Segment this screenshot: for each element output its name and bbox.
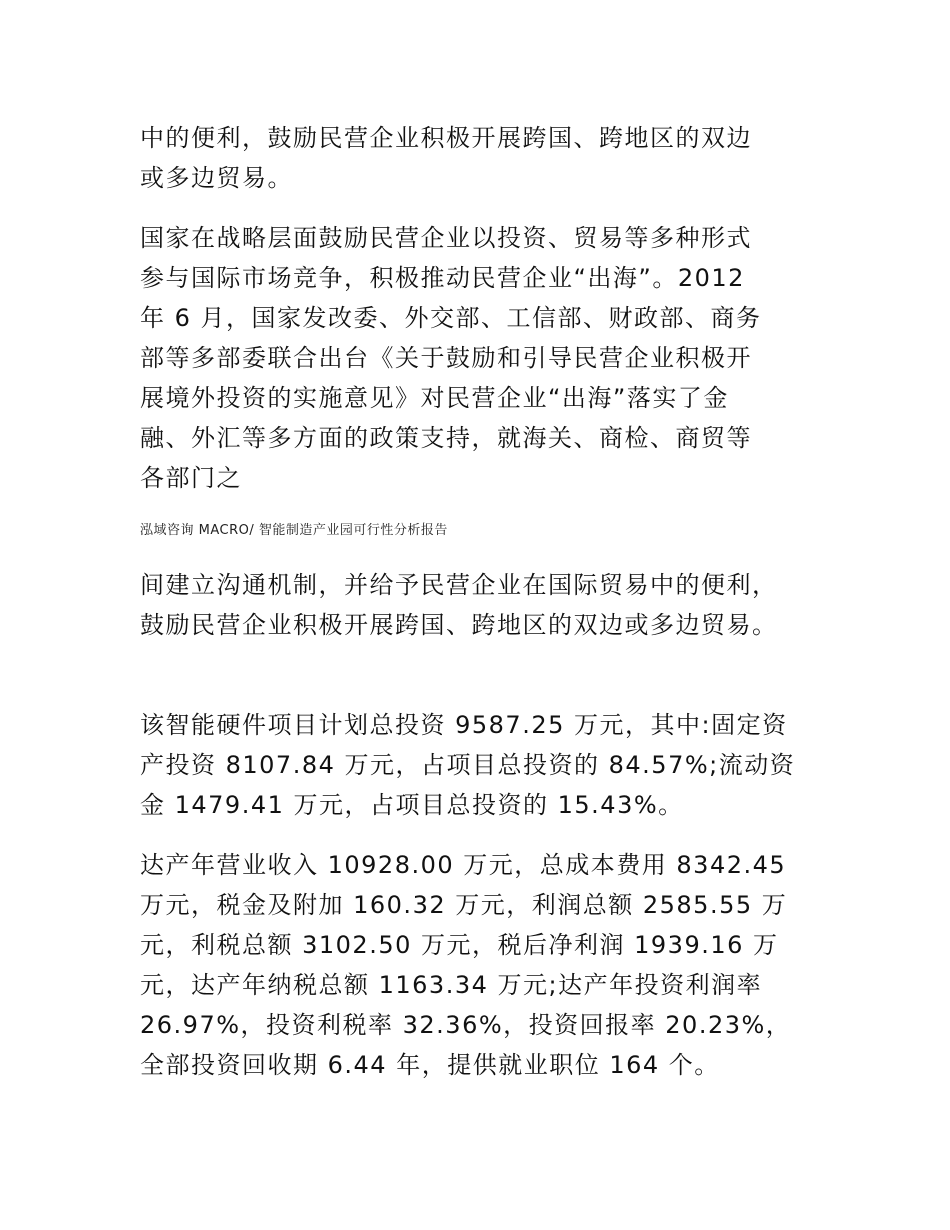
text-line: 展境外投资的实施意见》对民营企业“出海”落实了金 xyxy=(140,384,729,412)
text-line: 金 1479.41 万元，占项目总投资的 15.43%。 xyxy=(140,791,684,819)
text-line: 或多边贸易。 xyxy=(140,164,293,192)
text-line: 鼓励民营企业积极开展跨国、跨地区的双边或多边贸易。 xyxy=(140,611,778,639)
text-line: 元，利税总额 3102.50 万元，税后净利润 1939.16 万 xyxy=(140,931,779,959)
text-line: 各部门之 xyxy=(140,464,242,492)
text-line: 年 6 月，国家发改委、外交部、工信部、财政部、商务 xyxy=(140,304,762,332)
paragraph-national-strategy xyxy=(140,218,808,498)
page-footer: 泓域咨询 MACRO/ 智能制造产业园可行性分析报告 xyxy=(140,523,448,538)
paragraph-communication-mechanism xyxy=(140,565,808,645)
paragraph-intro-continuation xyxy=(140,118,808,198)
paragraph-financial-indicators xyxy=(140,845,808,1085)
text-line: 全部投资回收期 6.44 年，提供就业职位 164 个。 xyxy=(140,1051,720,1079)
text-line: 参与国际市场竞争，积极推动民营企业“出海”。2012 xyxy=(140,264,745,292)
text-line: 元，达产年纳税总额 1163.34 万元;达产年投资利润率 xyxy=(140,971,763,999)
text-line: 融、外汇等多方面的政策支持，就海关、商检、商贸等 xyxy=(140,424,752,452)
text-line: 达产年营业收入 10928.00 万元，总成本费用 8342.45 xyxy=(140,851,787,879)
text-line: 产投资 8107.84 万元，占项目总投资的 84.57%;流动资 xyxy=(140,751,796,779)
text-line: 万元，税金及附加 160.32 万元，利润总额 2585.55 万 xyxy=(140,891,788,919)
text-line: 26.97%，投资利税率 32.36%，投资回报率 20.23%， xyxy=(140,1011,792,1039)
text-line: 部等多部委联合出台《关于鼓励和引导民营企业积极开 xyxy=(140,344,752,372)
text-line: 国家在战略层面鼓励民营企业以投资、贸易等多种形式 xyxy=(140,224,752,252)
text-line: 中的便利，鼓励民营企业积极开展跨国、跨地区的双边 xyxy=(140,124,752,152)
text-line: 间建立沟通机制，并给予民营企业在国际贸易中的便利， xyxy=(140,571,778,599)
text-line: 该智能硬件项目计划总投资 9587.25 万元，其中:固定资 xyxy=(140,711,788,739)
paragraph-investment-summary xyxy=(140,705,808,825)
